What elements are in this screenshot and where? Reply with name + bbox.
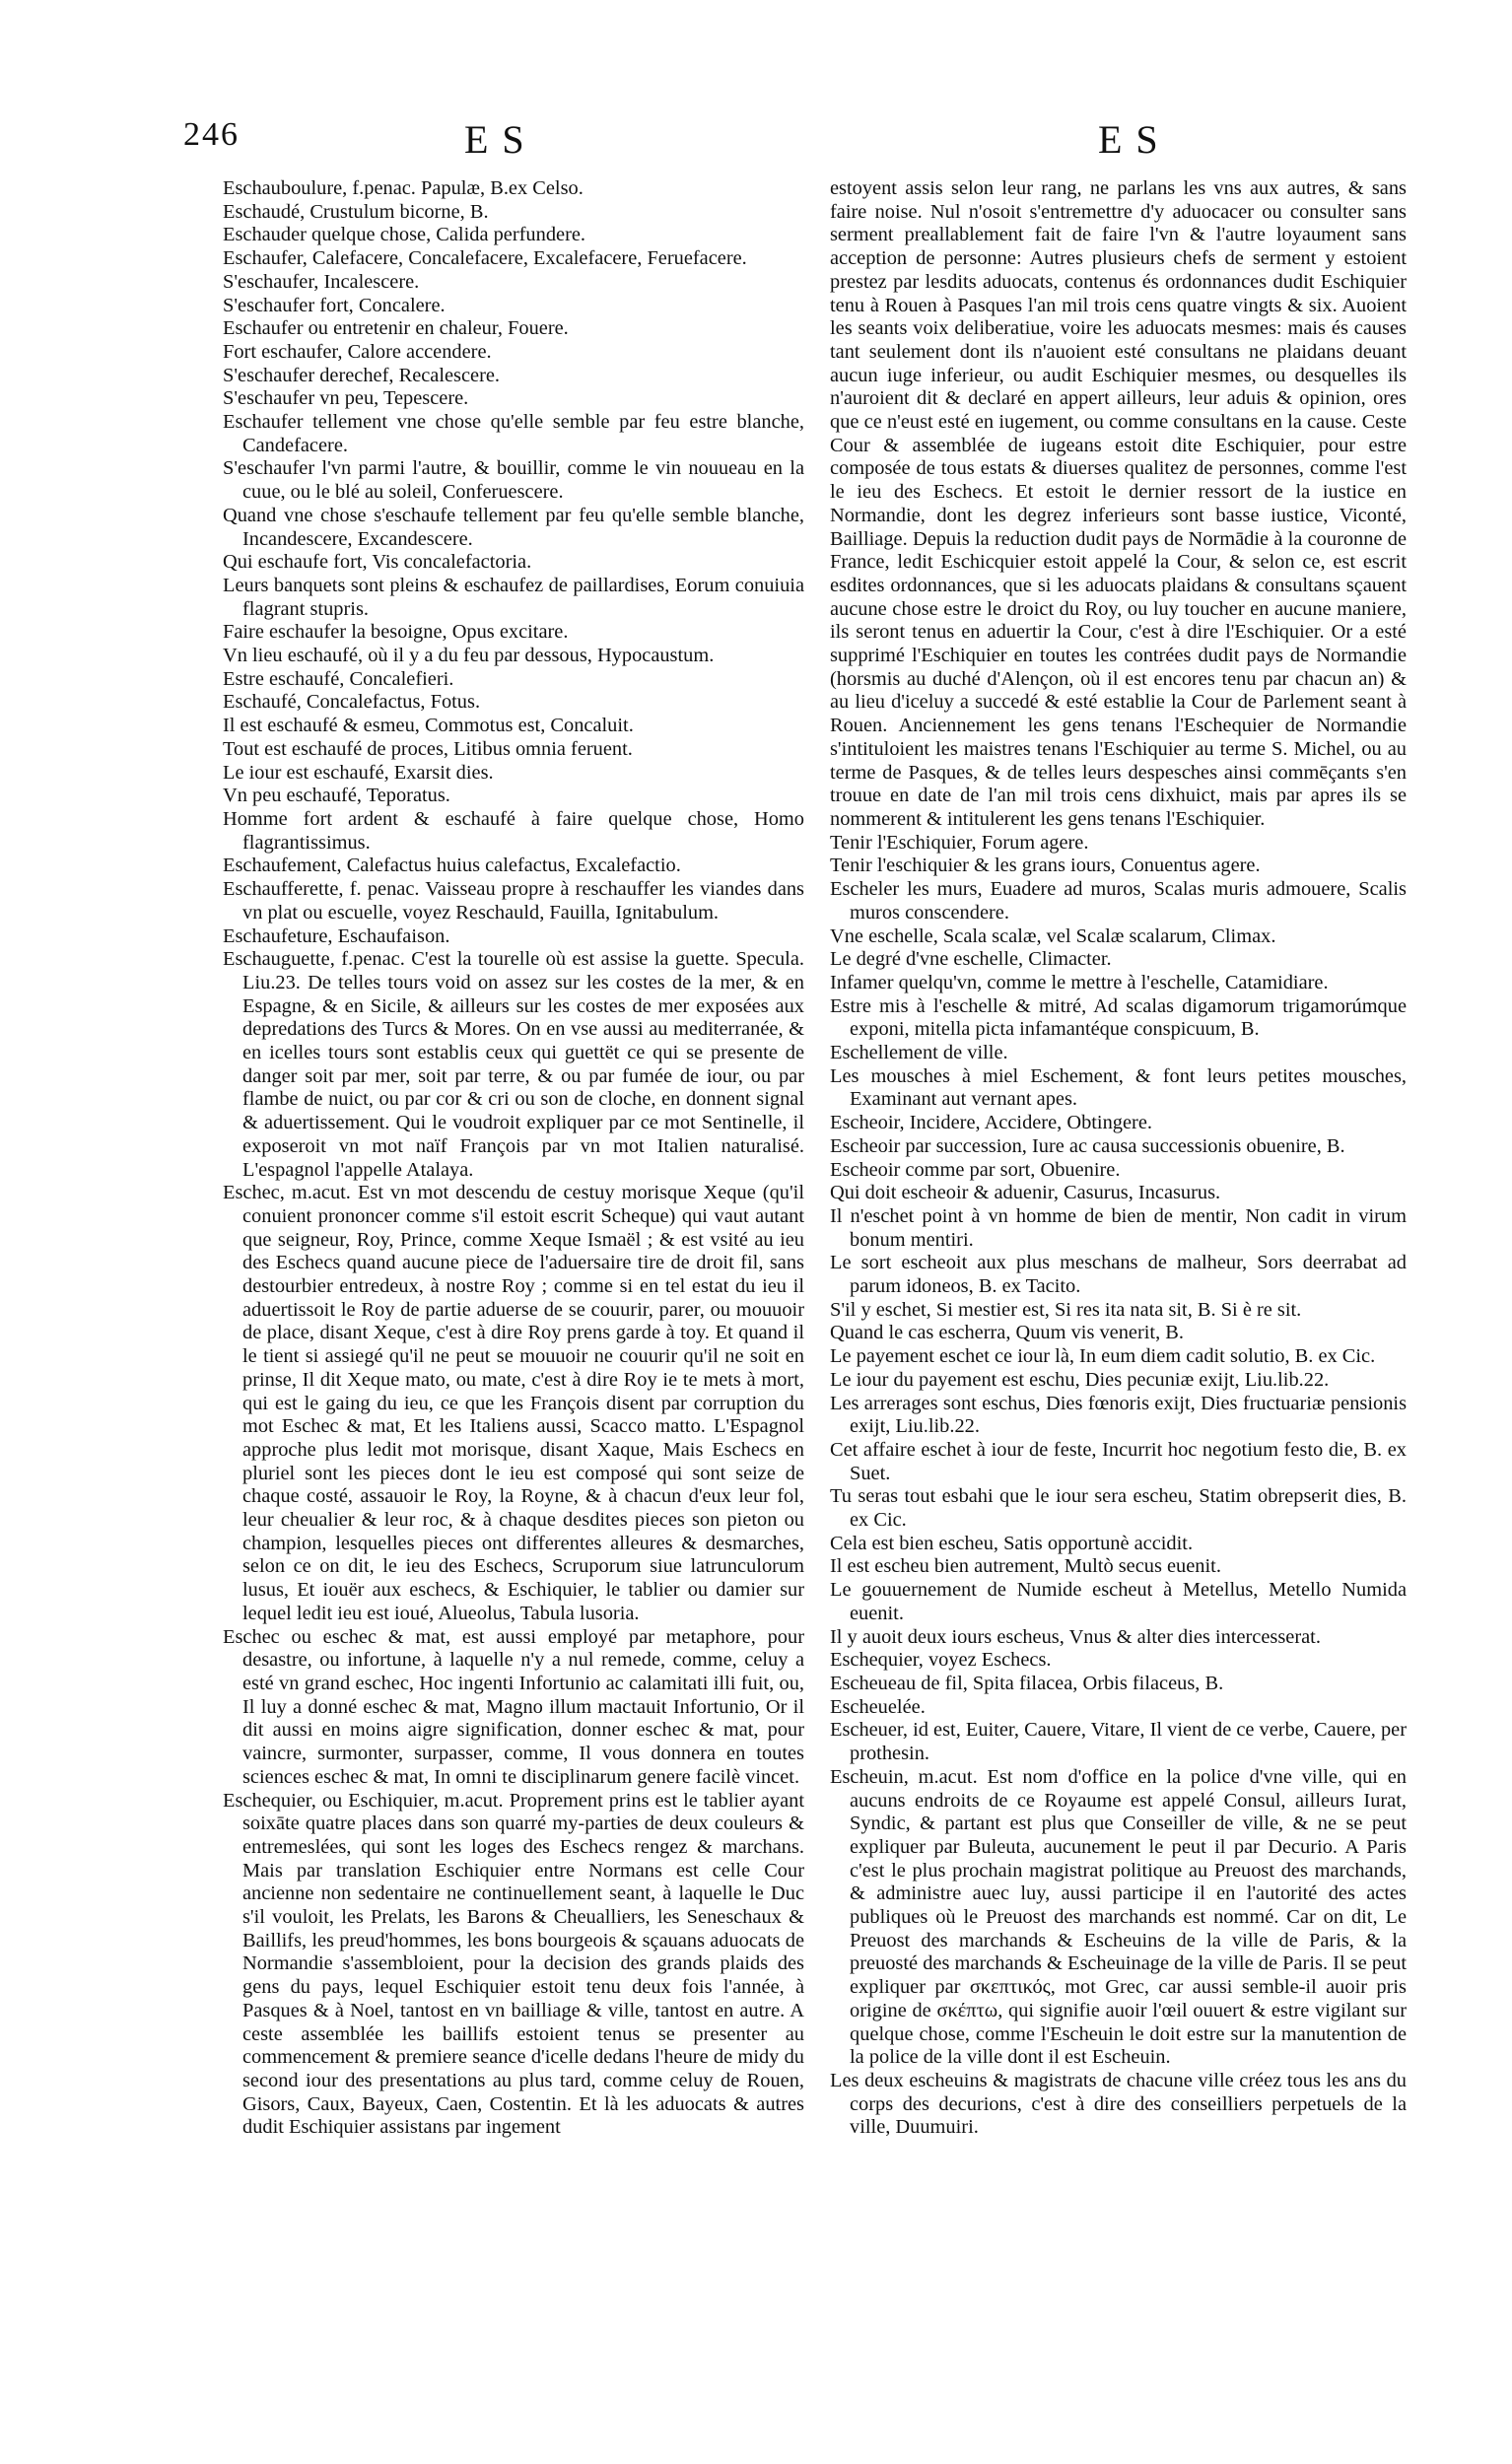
entry: Eschaufer ou entretenir en chaleur, Fouere.	[223, 317, 569, 340]
entry: Tu seras tout esbahi que le iour sera escheu, Statim obrepserit dies, B. ex Cic.	[830, 1485, 1407, 1532]
right-running-head: E S	[1098, 117, 1160, 162]
entry: Estre mis à l'eschelle & mitré, Ad scalas digamorum trigamorúmque exponi, mitella picta infamantéque conspicuum, B.	[830, 994, 1407, 1041]
entry: Eschaufferette, f. penac. Vaisseau propre à reschauffer les viandes dans vn plat ou escuelle, voyez Reschauld, Fauilla, Ignitabulum.	[223, 878, 804, 924]
entry: Le sort escheoit aux plus meschans de malheur, Sors deerrabat ad parum idoneos, B. ex Tacito.	[830, 1252, 1407, 1298]
entry: Escheoir par succession, Iure ac causa successionis obuenire, B.	[830, 1134, 1345, 1157]
entry: Eschaufement, Calefactus huius calefactus, Excalefactio.	[223, 855, 681, 877]
entry: Eschec, m.acut. Est vn mot descendu de cestuy morisque Xeque (qu'il conuient prononcer comme s'il estoit escrit Scheque) qui vaut autant que seigneur, Roy, Prince, comme Xeque Ismaël ; & est vsité au ieu des Eschecs quand aucune piece de l'aduersaire tire de droit fil, sans destourbier entredeux, à nostre Roy ; comme si en tel estat du ieu il aduertissoit le Roy de partie aduerse de se couurir, parer, ou mouuoir de place, disant Xeque, c'est à dire Roy prens garde à toy. Et quand il le tient si assiegé qu'il ne peut se mouuoir ne couurir qu'il ne soit en prinse, Il dit Xeque mato, ou mate, c'est à dire Roy ie te mets à mort, qui est le gaing du ieu, ce que les François disent par corruption du mot Eschec & mat, Et les Italiens aussi, Scacco matto. L'Espagnol approche plus ledit mot morisque, disant Xaque, Mais Eschecs en pluriel sont les pieces dont le ieu est composé qui sont seize de chaque costé, assauoir le Roy, la Royne, & à chacun d'eux leur fol, leur cheualier & leur roc, & à chaque desdites pieces son pieton ou champion, lesquelles pieces ont differentes alleures & desmarches, selon ce on dit, le ieu des Eschecs, Scruporum siue latrunculorum lusus, Et iouër aux eschecs, & Eschiquier, le tablier ou damier sur lequel ledit ieu est ioué, Alueolus, Tabula lusoria.	[223, 1182, 804, 1624]
entry: Il est eschaufé & esmeu, Commotus est, Concaluit.	[223, 715, 634, 737]
running-header	[183, 116, 1337, 166]
entry: Vn peu eschaufé, Teporatus.	[223, 785, 450, 807]
entry: Les mousches à miel Eschement, & font leurs petites mousches, Examinant aut vernant apes.	[830, 1064, 1407, 1111]
left-column	[223, 177, 804, 2140]
entry: Vn lieu eschaufé, où il y a du feu par dessous, Hypocaustum.	[223, 645, 715, 667]
entry: Leurs banquets sont pleins & eschaufez de paillardises, Eorum conuiuia flagrant stupris.	[223, 574, 804, 620]
entry: Eschaufé, Concalefactus, Fotus.	[223, 691, 481, 714]
entry: Escheuin, m.acut. Est nom d'office en la police d'vne ville, qui en aucuns endroits de ce Royaume est appelé Consul, ailleurs Iurat, Syndic, & partant est plus que Conseiller de ville, & ne se peut expliquer par Buleuta, aucunement le peut il par Decurio. A Paris c'est le plus prochain magistrat politique au Preuost des marchands, & administre auec luy, aussi participe il en l'autorité des actes publiques où le Preuost des marchands est nommé. Car on dit, Le Preuost des marchands & Escheuins de la ville de Paris, & la preuosté des marchands & Escheuinage de la ville de Paris. Il se peut expliquer par σκεπτικός, mot Grec, car aussi semble-il auoir pris origine de σκέπτω, qui signifie auoir l'œil ouuert & estre vigilant sur quelque chose, comme l'Escheuin le doit estre sur la manutention de la police de la ville dont il est Escheuin.	[830, 1765, 1407, 2069]
entry: Eschaufer, Calefacere, Concalefacere, Excalefacere, Feruefacere.	[223, 247, 747, 270]
entry: S'eschaufer derechef, Recalescere.	[223, 364, 501, 386]
entry: Cela est bien escheu, Satis opportunè accidit.	[830, 1532, 1194, 1554]
entry: S'eschaufer, Incalescere.	[223, 270, 420, 293]
entry: Les arrerages sont eschus, Dies fœnoris exijt, Dies fructuariæ pensionis exijt, Liu.lib.22.	[830, 1392, 1407, 1438]
entry: Eschauboulure, f.penac. Papulæ, B.ex Celso.	[223, 177, 584, 199]
entry: Le iour est eschaufé, Exarsit dies.	[223, 761, 494, 784]
entry: Eschec ou eschec & mat, est aussi employé par metaphore, pour desastre, ou infortune, à laquelle n'y a nul remede, comme, celuy a esté vn grand eschec, Hoc ingenti Infortunio ac calamitati illi fuit, ou, Il luy a donné eschec & mat, Magno illum mactauit Infortunio, Or il dit aussi en moins aigre signification, donner eschec & mat, pour vaincre, surmonter, surpasser, comme, Il vous donnera en toutes sciences eschec & mat, In omni te disciplinarum genere facilè vincet.	[223, 1625, 804, 1788]
entry: Le gouuernement de Numide escheut à Metellus, Metello Numida euenit.	[830, 1579, 1407, 1624]
entry: Escheueau de fil, Spita filacea, Orbis filaceus, B.	[830, 1673, 1224, 1694]
entry: Eschauguette, f.penac. C'est la tourelle où est assise la guette. Specula. Liu.23. De telles tours void on assez sur les costes de la mer, & en Espagne, & en Sicile, & ailleurs sur les costes de mer exposées aux depredations des Turcs & Mores. On en vse aussi au mediterranée, & en icelles tours sont establis ceux qui guettët ce qui se presente de danger soit par mer, soit par terre, & ou par fumée de iour, ou par flambe de nuict, ou par cor & cri ou son de cloche, en donnent signal & aduertissement. Qui le voudroit expliquer par ce mot Sentinelle, il exposeroit vn mot naïf François par vn mot Italien naturalisé. L'espagnol l'appelle Atalaya.	[223, 948, 804, 1181]
entry: Quand vne chose s'eschaufe tellement par feu qu'elle semble blanche, Incandescere, Excandescere.	[223, 504, 804, 550]
entry: Eschauder quelque chose, Calida perfundere.	[223, 224, 586, 246]
entry: Faire eschaufer la besoigne, Opus excitare.	[223, 621, 569, 644]
right-column	[830, 177, 1407, 2140]
entry-continuation: estoyent assis selon leur rang, ne parlans les vns aux autres, & sans faire noise. Nul n'osoit s'entremettre d'y aduocacer ou consulter sans serment preallablement fait de faire l'vn & l'autre loyaument sans acception de personne: Autres plusieurs chefs de serment y estoient prestez par lesdits aduocats, contenus és ordonnances dudit Eschiquier tenu à Rouen à Pasques l'an mil trois cens quatre vingts & six. Auoient les seants voix deliberatiue, voire les aduocats mesmes: mais és causes tant seulement dont ils n'auoient esté consultans ne plaidans deuant aucun iuge inferieur, ou audit Eschiquier mesmes, ou desquelles ils n'auroient dit & declaré en appert ailleurs, leur aduis & opinion, ores que ce n'eust esté en iugement, ou comme consultans en la cause. Ceste Cour & assemblée de iugeans estoit dite Eschiquier, pour estre composée de tous estats & diuerses qualitez de personnes, comme l'est le ieu des Eschecs. Et estoit le dernier ressort de la iustice en Normandie, dont les degrez inferieurs sont basse iustice, Viconté, Bailliage. Depuis la reduction dudit pays de Normādie à la couronne de France, ledit Eschicquier estoit appelé la Cour, & selon ce, est escrit esdites ordonnances, que si les aduocats plaidans & consultans sçauent aucune chose estre le droict du Roy, ou luy toucher en aucune maniere, ils seront tenus en aduertir la Cour, c'est à dire l'Eschiquier. Or a esté supprimé l'Eschiquier en toutes les contrées dudit pays de Normandie (horsmis au duché d'Alençon, où il est encores tenu par chacun an) & au lieu d'iceluy a succedé & esté establie la Cour de Parlement seant à Rouen. Anciennement les gens tenans l'Eschequier de Normandie s'intituloient les maistres tenans l'Eschiquier au terme S. Michel, ou au terme de Pasques, & de telles leurs despesches ainsi commēçants s'en trouue en date de l'an mil trois cens dixhuict, mais par apres ils se nommerent & intitulerent les gens tenans l'Eschiquier.	[830, 177, 1407, 830]
entry: Eschequier, ou Eschiquier, m.acut. Proprement prins est le tablier ayant soixāte quatre places dans son quarré my-parties de deux couleurs & entremeslées, qui sont les loges des Eschecs rengez & marchans. Mais par translation Eschiquier entre Normans est celle Cour ancienne non sedentaire ne continuellement seant, à laquelle le Duc s'il vouloit, les Prelats, les Barons & Cheualliers, les Seneschaux & Baillifs, les preud'hommes, les bons bourgeois & sçauans aduocats de Normandie s'assembloient, pour la decision des grands plaids des gens du pays, lequel Eschiquier estoit tenu deux fois l'année, à Pasques & à Noel, tantost en vn bailliage & ville, tantost en autre. A ceste assemblée les baillifs estoient tenus se presenter au commencement & premiere seance d'icelle dedans l'heure de midy du second iour des presentations au plus tard, comme celuy de Rouen, Gisors, Caux, Bayeux, Caen, Costentin. Et là les aduocats & autres dudit Eschiquier assistans par ingement	[223, 1789, 804, 2139]
entry: Le payement eschet ce iour là, In eum diem cadit solutio, B. ex Cic.	[830, 1345, 1376, 1368]
entry: Le degré d'vne eschelle, Climacter.	[830, 948, 1112, 971]
entry: S'eschaufer fort, Concalere.	[223, 294, 446, 316]
entry: Homme fort ardent & eschaufé à faire quelque chose, Homo flagrantissimus.	[223, 807, 804, 854]
entry: Eschequier, voyez Eschecs.	[830, 1649, 1052, 1672]
entry: Qui doit escheoir & aduenir, Casurus, Incasurus.	[830, 1182, 1221, 1204]
entry: Il est escheu bien autrement, Multò secus euenit.	[830, 1555, 1221, 1578]
page-number: 246	[183, 116, 240, 153]
entry: Il y auoit deux iours escheus, Vnus & alter dies intercesserat.	[830, 1625, 1321, 1648]
entry: Eschellement de ville.	[830, 1042, 1008, 1064]
entry: Tout est eschaufé de proces, Litibus omnia feruent.	[223, 737, 633, 760]
left-running-head: E S	[464, 117, 526, 162]
entry: Estre eschaufé, Concalefieri.	[223, 667, 454, 690]
entry: Escheuelée.	[830, 1695, 926, 1718]
entry: Cet affaire eschet à iour de feste, Incurrit hoc negotium festo die, B. ex Suet.	[830, 1438, 1407, 1484]
entry: Infamer quelqu'vn, comme le mettre à l'eschelle, Catamidiare.	[830, 971, 1329, 993]
entry: Eschaufer tellement vne chose qu'elle semble par feu estre blanche, Candefacere.	[223, 411, 804, 456]
entry: Eschaufeture, Eschaufaison.	[223, 924, 450, 947]
entry: Fort eschaufer, Calore accendere.	[223, 340, 492, 363]
entry: Escheoir comme par sort, Obuenire.	[830, 1158, 1121, 1181]
entry: Escheler les murs, Euadere ad muros, Scalas muris admouere, Scalis muros conscendere.	[830, 878, 1407, 924]
entry: Tenir l'Eschiquier, Forum agere.	[830, 831, 1089, 854]
entry: Quand le cas escherra, Quum vis venerit, B.	[830, 1322, 1184, 1344]
entry: S'eschaufer l'vn parmi l'autre, & bouillir, comme le vin nouueau en la cuue, ou le blé au soleil, Conferuescere.	[223, 457, 804, 504]
entry: Il n'eschet point à vn homme de bien de mentir, Non cadit in virum bonum mentiri.	[830, 1204, 1407, 1251]
entry: Les deux escheuins & magistrats de chacune ville créez tous les ans du corps des decurions, c'est à dire des conseilliers perpetuels de la ville, Duumuiri.	[830, 2069, 1407, 2139]
entry: Escheoir, Incidere, Accidere, Obtingere.	[830, 1112, 1152, 1134]
entry: Eschaudé, Crustulum bicorne, B.	[223, 200, 489, 223]
entry: S'il y eschet, Si mestier est, Si res ita nata sit, B. Si è re sit.	[830, 1298, 1302, 1321]
entry: S'eschaufer vn peu, Tepescere.	[223, 387, 469, 410]
entry: Qui eschaufe fort, Vis concalefactoria.	[223, 551, 532, 574]
entry: Vne eschelle, Scala scalæ, vel Scalæ scalarum, Climax.	[830, 924, 1276, 947]
entry: Le iour du payement est eschu, Dies pecuniæ exijt, Liu.lib.22.	[830, 1368, 1330, 1391]
entry: Escheuer, id est, Euiter, Cauere, Vitare, Il vient de ce verbe, Cauere, per prothesin.	[830, 1719, 1407, 1765]
entry: Tenir l'eschiquier & les grans iours, Conuentus agere.	[830, 855, 1261, 877]
